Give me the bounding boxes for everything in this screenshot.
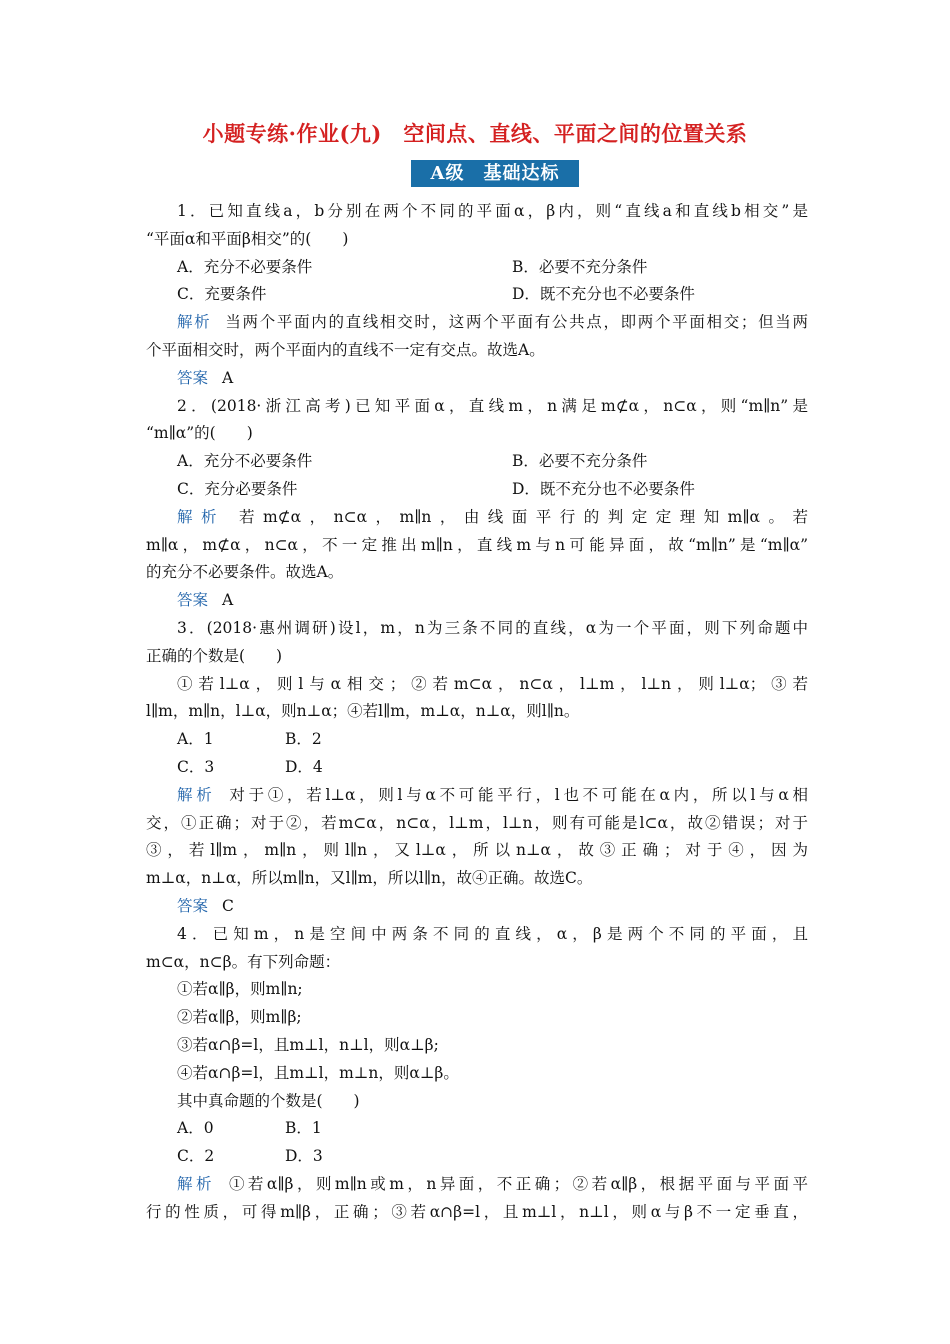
q4-option-c: C．2 <box>177 1147 215 1166</box>
q2-options-row-2 <box>146 476 808 504</box>
q3-options-row-1 <box>146 726 808 754</box>
q1-option-b: B．必要不充分条件 <box>512 257 648 276</box>
q4-option-b: B．1 <box>285 1119 322 1138</box>
q2-option-b: B．必要不充分条件 <box>512 452 648 471</box>
q3-answer <box>146 893 808 921</box>
q4-proposition-2: ②若α∥β，则m∥β; <box>177 1008 302 1027</box>
q2-answer <box>146 587 808 615</box>
q4-question: 其中真命题的个数是( ) <box>177 1091 360 1110</box>
q1-stem-line-1: 1．已知直线a，b分别在两个不同的平面α，β内，则“直线a和直线b相交”是 <box>177 202 808 220</box>
q2-analysis-line-1 <box>146 504 808 532</box>
page-title: 小题专练·作业(九) 空间点、直线、平面之间的位置关系 <box>202 121 748 146</box>
q1-option-a: A．充分不必要条件 <box>177 257 313 276</box>
q2-option-d: D．既不充分也不必要条件 <box>512 479 695 498</box>
level-badge: A级 基础达标 <box>411 160 579 187</box>
document-body <box>146 198 808 1226</box>
q4-option-d: D．3 <box>285 1147 323 1166</box>
q3-analysis-line-1 <box>146 782 808 810</box>
q3-option-b: B．2 <box>285 730 322 749</box>
answer-label: 答案 <box>177 368 209 387</box>
q1-analysis-line-1 <box>146 309 808 337</box>
q3-analysis-text: 对于①，若l⊥α，则l与α不可能平行，l也不可能在α内，所以l与α相 <box>229 785 808 804</box>
analysis-label: 解析 <box>177 507 225 526</box>
q4-proposition-4: ④若α∩β=l，且m⊥l，m⊥n，则α⊥β。 <box>177 1063 459 1082</box>
q3-premise-line-2: l∥m，m∥n，l⊥α，则n⊥α；④若l∥m，m⊥α，n⊥α，则l∥n。 <box>146 702 580 721</box>
q4-stem-line-1: 4．已知m，n是空间中两条不同的直线，α，β是两个不同的平面，且 <box>177 924 808 943</box>
q2-answer-value: A <box>222 591 234 610</box>
q3-analysis-line-4: m⊥α，n⊥α，所以m∥n，又l∥m，所以l∥n，故④正确。故选C。 <box>146 869 593 888</box>
q3-answer-value: C <box>222 896 234 915</box>
q1-options-row-2 <box>146 281 808 309</box>
q2-stem-line-2: “m∥α”的( ) <box>146 424 253 443</box>
q2-stem-line-1: 2．(2018·浙江高考)已知平面α，直线m，n满足m⊄α，n⊂α，则“m∥n”是 <box>177 396 808 415</box>
q4-analysis-text: ①若α∥β，则m∥n或m，n异面，不正确；②若α∥β，根据平面与平面平 <box>228 1174 808 1193</box>
q4-options-row-1 <box>146 1115 808 1143</box>
q2-options-row-1 <box>146 448 808 476</box>
q4-option-a: A．0 <box>177 1119 214 1138</box>
q2-option-a: A．充分不必要条件 <box>177 452 313 471</box>
q1-answer <box>146 365 808 393</box>
q2-analysis-line-2: m∥α，m⊄α，n⊂α，不一定推出m∥n，直线m与n可能异面，故“m∥n”是“m∥α” <box>146 535 808 554</box>
q3-option-a: A．1 <box>177 730 214 749</box>
q1-answer-value: A <box>222 368 234 387</box>
q4-proposition-1: ①若α∥β，则m∥n; <box>177 980 303 999</box>
q1-option-d: D．既不充分也不必要条件 <box>512 285 695 304</box>
q1-analysis-text: 当两个平面内的直线相交时，这两个平面有公共点，即两个平面相交；但当两 <box>225 313 808 332</box>
q4-stem-line-2: m⊂α，n⊂β。有下列命题： <box>146 952 341 971</box>
answer-label: 答案 <box>177 591 209 610</box>
q2-analysis-text: 若m⊄α，n⊂α，m∥n，由线面平行的判定定理知m∥α。若 <box>238 507 808 526</box>
q1-option-c: C．充要条件 <box>177 285 267 304</box>
analysis-label: 解析 <box>177 1174 215 1193</box>
q2-analysis-line-3: 的充分不必要条件。故选A。 <box>146 563 344 582</box>
q4-options-row-2 <box>146 1143 808 1171</box>
q4-proposition-3: ③若α∩β=l，且m⊥l，n⊥l，则α⊥β; <box>177 1035 439 1054</box>
answer-label: 答案 <box>177 896 209 915</box>
q3-option-c: C．3 <box>177 757 215 776</box>
q3-premise-line-1: ①若l⊥α，则l与α相交；②若m⊂α，n⊂α，l⊥m，l⊥n，则l⊥α；③若 <box>177 674 808 693</box>
q3-stem-line-2: 正确的个数是( ) <box>146 646 283 665</box>
q3-analysis-line-3: ③，若l∥m，m∥n，则l∥n，又l⊥α，所以n⊥α，故③正确；对于④，因为 <box>146 841 808 860</box>
q2-option-c: C．充分必要条件 <box>177 479 298 498</box>
q1-stem-line-2: “平面α和平面β相交”的( ) <box>146 229 349 248</box>
q1-analysis-line-2: 个平面相交时，两个平面内的直线不一定有交点。故选A。 <box>146 340 545 359</box>
analysis-label: 解析 <box>177 785 216 804</box>
q3-options-row-2 <box>146 754 808 782</box>
q3-stem-line-1: 3．(2018·惠州调研)设l，m，n为三条不同的直线，α为一个平面，则下列命题中 <box>177 618 808 637</box>
analysis-label: 解析 <box>177 313 212 332</box>
q3-option-d: D．4 <box>285 757 323 776</box>
q4-analysis-line-1 <box>146 1171 808 1199</box>
q4-analysis-line-2: 行的性质，可得m∥β，正确；③若α∩β=l，且m⊥l，n⊥l，则α与β不一定垂直， <box>146 1202 808 1221</box>
q3-analysis-line-2: 交，①正确；对于②，若m⊂α，n⊂α，l⊥m，l⊥n，则有可能是l⊂α，故②错误；对于 <box>146 813 808 832</box>
q1-options-row-1 <box>146 254 808 282</box>
